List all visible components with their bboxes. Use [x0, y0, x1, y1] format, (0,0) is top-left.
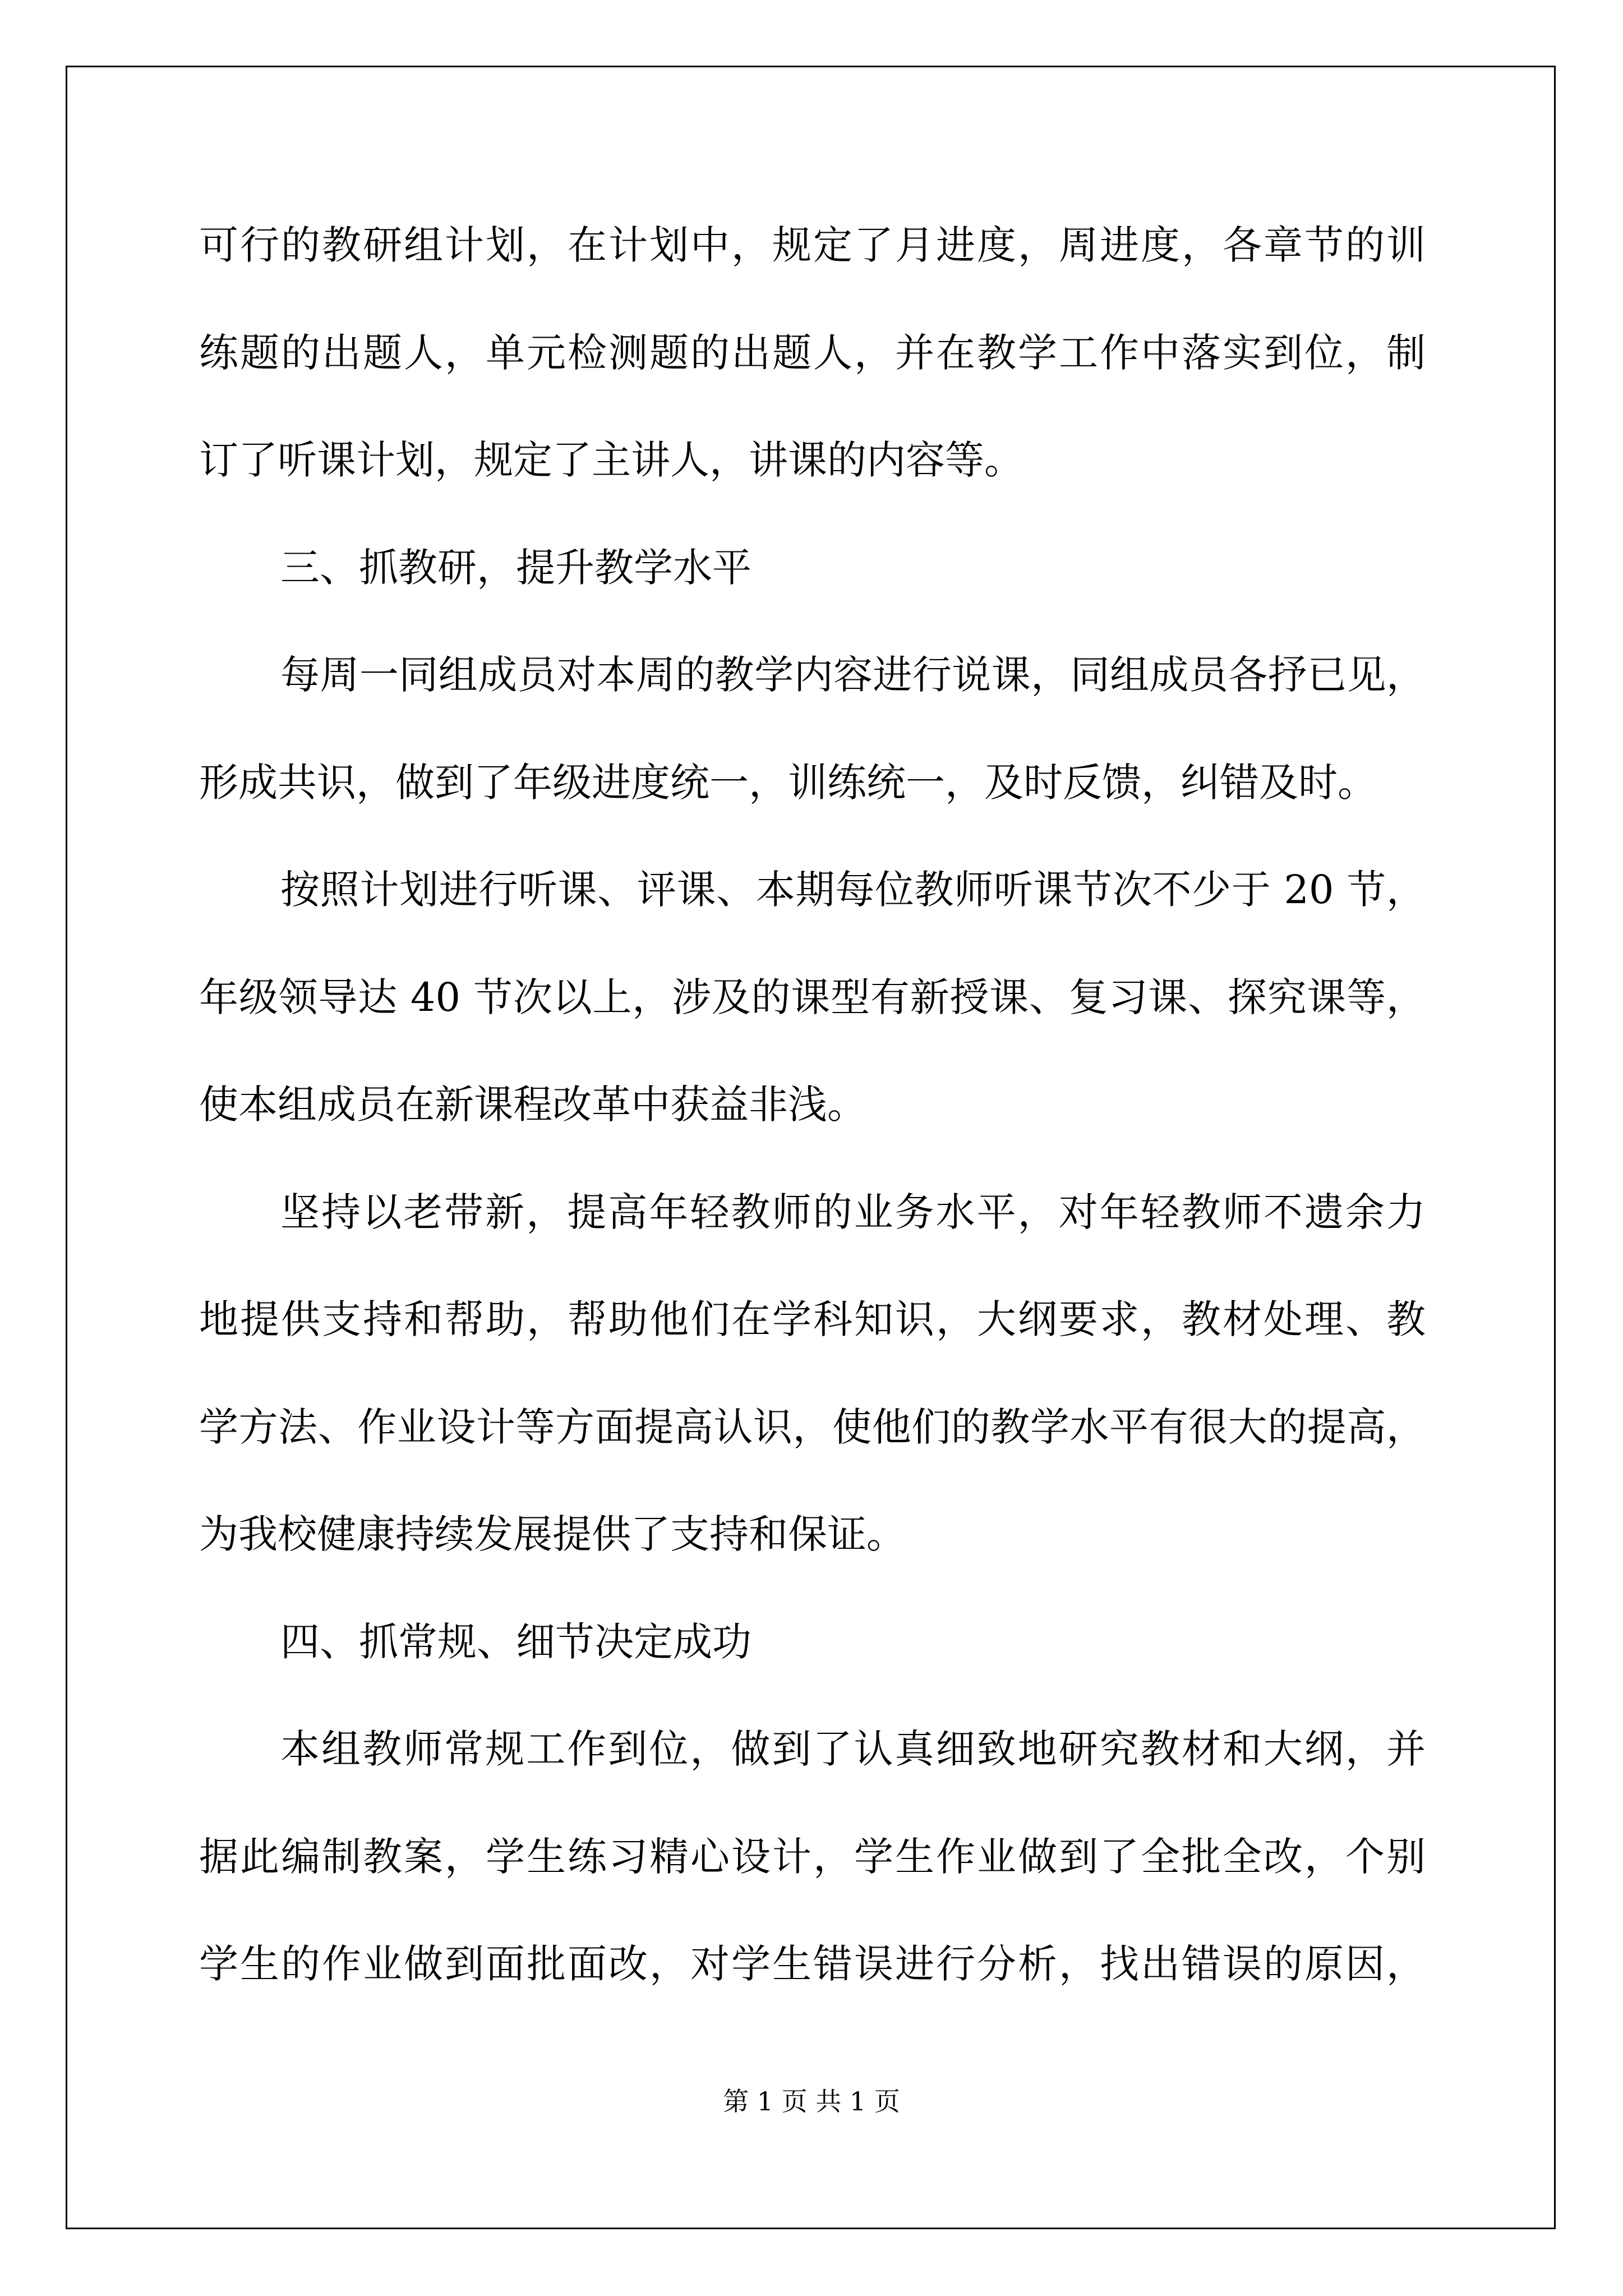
- section-heading: 四、抓常规、细节决定成功: [280, 1619, 751, 1665]
- section-heading: 三、抓教研，提升教学水平: [280, 545, 751, 591]
- body-text-line: 地提供支持和帮助，帮助他们在学科知识，大纲要求，教材处理、教: [199, 1296, 1426, 1342]
- body-text-line: 按照计划进行听课、评课、本期每位教师听课节次不少于 20 节，: [280, 867, 1426, 913]
- body-text-line: 使本组成员在新课程改革中获益非浅。: [199, 1082, 866, 1128]
- body-text-line: 年级领导达 40 节次以上，涉及的课型有新授课、复习课、探究课等，: [199, 974, 1426, 1020]
- body-text-line: 练题的出题人，单元检测题的出题人，并在教学工作中落实到位，制: [199, 330, 1426, 376]
- body-text-line: 可行的教研组计划，在计划中，规定了月进度，周进度，各章节的训: [199, 222, 1426, 268]
- body-text-line: 据此编制教案，学生练习精心设计，学生作业做到了全批全改，个别: [199, 1834, 1426, 1880]
- body-text-line: 为我校健康持续发展提供了支持和保证。: [199, 1511, 906, 1557]
- body-text-line: 坚持以老带新，提高年轻教师的业务水平，对年轻教师不遗余力: [280, 1189, 1426, 1235]
- body-text-line: 形成共识，做到了年级进度统一，训练统一，及时反馈，纠错及时。: [199, 760, 1377, 806]
- page-number-footer: 第 1 页 共 1 页: [723, 2086, 900, 2116]
- body-text-line: 学生的作业做到面批面改，对学生错误进行分析，找出错误的原因，: [199, 1941, 1426, 1987]
- page-border: [66, 66, 1556, 2229]
- body-text-line: 本组教师常规工作到位，做到了认真细致地研究教材和大纲，并: [280, 1726, 1426, 1772]
- body-text-line: 每周一同组成员对本周的教学内容进行说课，同组成员各抒已见，: [280, 652, 1426, 698]
- body-text-line: 订了听课计划，规定了主讲人，讲课的内容等。: [199, 437, 1023, 483]
- body-text-line: 学方法、作业设计等方面提高认识，使他们的教学水平有很大的提高，: [199, 1404, 1426, 1450]
